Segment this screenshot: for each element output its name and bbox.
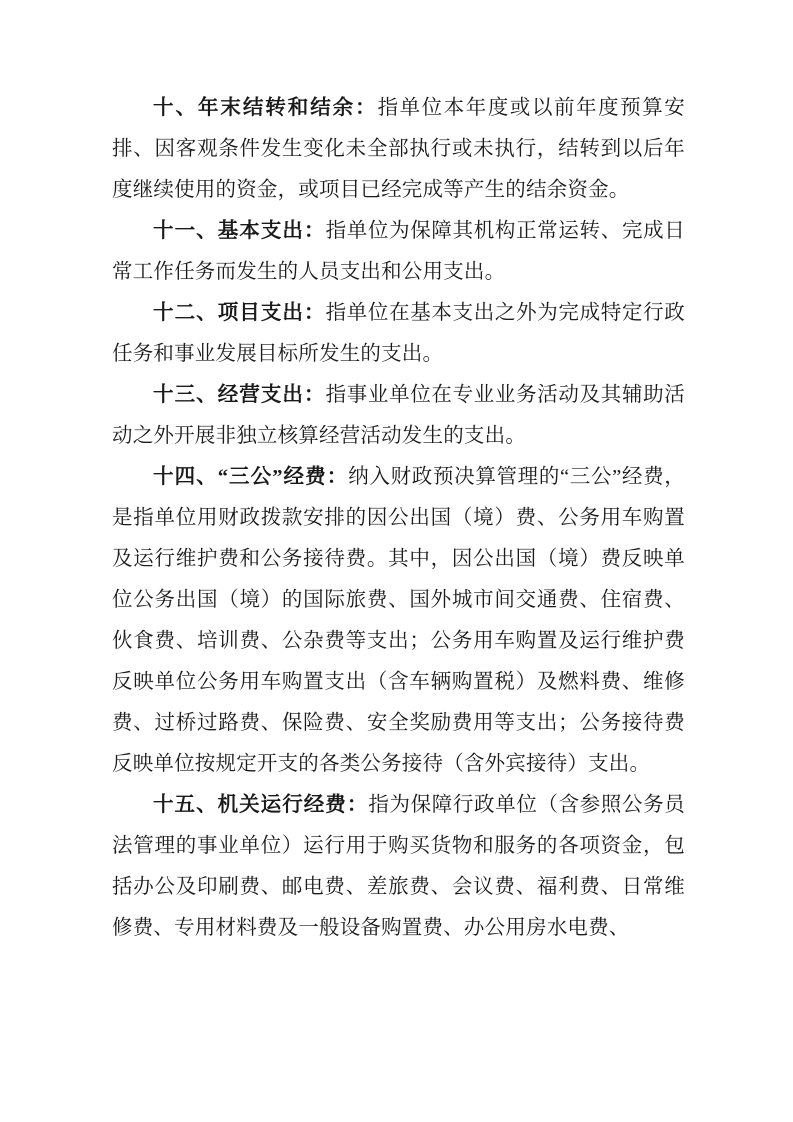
- term-label-11: 十一、基本支出：: [153, 220, 326, 242]
- term-text-10: 指单位本年度或以前年度预算安排、因客观条件发生变化未全部执行或未执行，结转到以后年度继续使用的资金，或项目已经完成等产生的结余资金。: [112, 97, 685, 201]
- paragraph-10: [112, 88, 685, 211]
- term-label-13: 十三、经营支出：: [153, 384, 326, 406]
- term-text-12: 指单位在基本支出之外为完成特定行政任务和事业发展目标所发生的支出。: [112, 302, 685, 365]
- paragraph-11: [112, 211, 685, 293]
- term-text-11: 指单位为保障其机构正常运转、完成日常工作任务而发生的人员支出和公用支出。: [112, 220, 685, 283]
- term-text-15: 指为保障行政单位（含参照公务员法管理的事业单位）运行用于购买货物和服务的各项资金，包括办公及印刷费、邮电费、差旅费、会议费、福利费、日常维修费、专用材料费及一般设备购置费、办公用房水电费、: [112, 794, 685, 939]
- term-text-14: 纳入财政预决算管理的“三公”经费，是指单位用财政拨款安排的因公出国（境）费、公务用车购置及运行维护费和公务接待费。其中，因公出国（境）费反映单位公务出国（境）的国际旅费、国外城市间交通费、住宿费、伙食费、培训费、公杂费等支出；公务用车购置及运行维护费反映单位公务用车购置支出（含车辆购置税）及燃料费、维修费、过桥过路费、保险费、安全奖励费用等支出；公务接待费反映单位按规定开支的各类公务接待（含外宾接待）支出。: [112, 466, 685, 775]
- term-text-13: 指事业单位在专业业务活动及其辅助活动之外开展非独立核算经营活动发生的支出。: [112, 384, 685, 447]
- paragraph-13: [112, 375, 685, 457]
- paragraph-15: [112, 785, 685, 949]
- paragraph-12: [112, 293, 685, 375]
- term-label-10: 十、年末结转和结余：: [153, 97, 378, 119]
- term-label-14: 十四、“三公”经费：: [153, 466, 349, 488]
- term-label-15: 十五、机关运行经费：: [153, 794, 369, 816]
- document-body: [112, 88, 685, 949]
- paragraph-14: [112, 457, 685, 785]
- term-label-12: 十二、项目支出：: [153, 302, 326, 324]
